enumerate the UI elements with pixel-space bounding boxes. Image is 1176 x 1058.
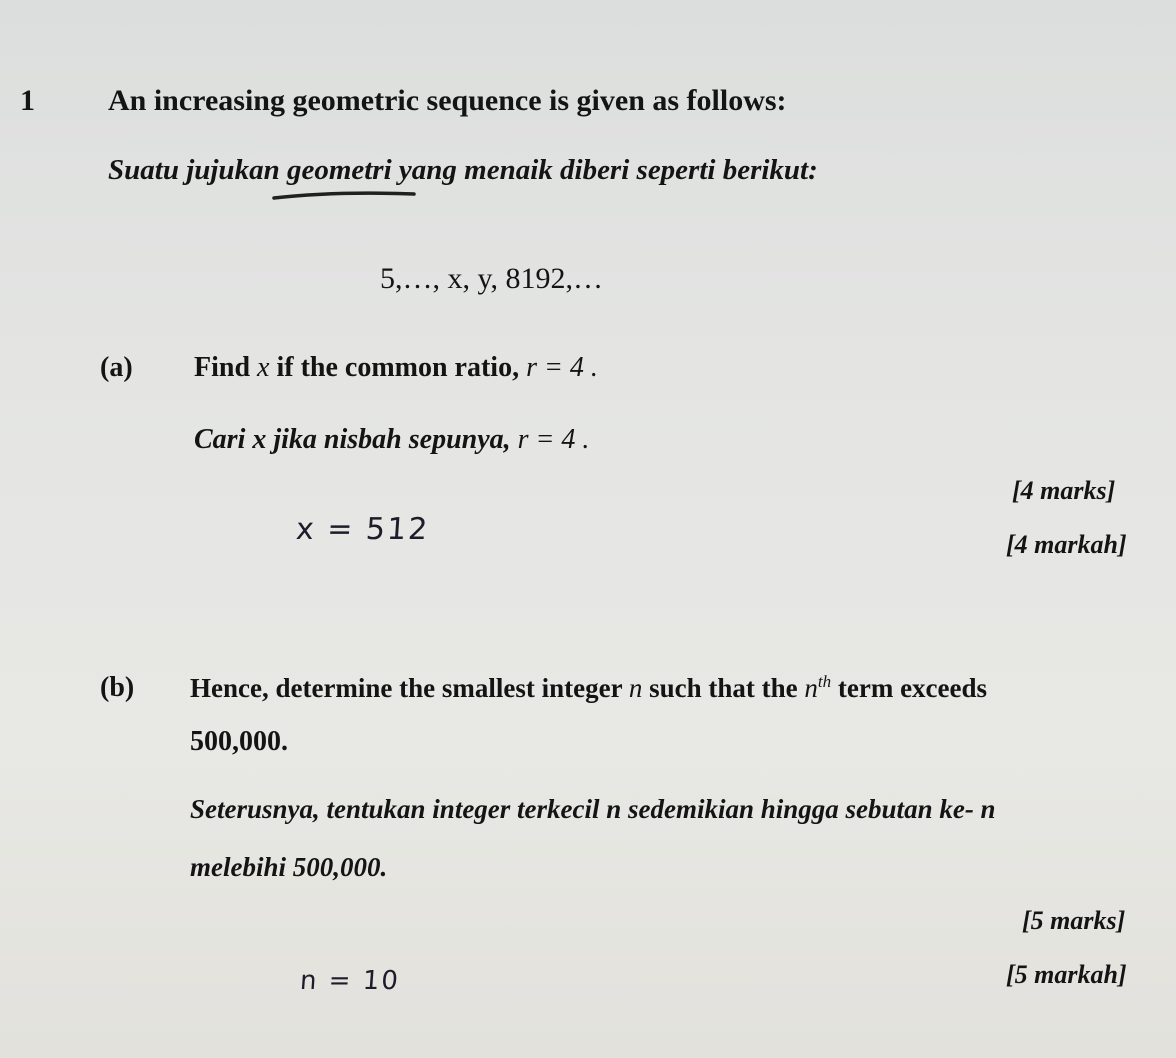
part-a-question-en <box>194 352 598 384</box>
part-b-var: n <box>628 673 643 703</box>
question-intro-en: An increasing geometric sequence is given as follows: <box>108 84 787 117</box>
part-b-suffix: term exceeds <box>837 673 988 703</box>
part-a-ms-var: x <box>252 424 267 455</box>
part-b-prefix: Hence, determine the smallest integer <box>190 673 623 703</box>
part-a-ms-eq: r = 4 . <box>517 424 590 455</box>
part-a-var: x <box>257 352 270 383</box>
part-a-question-ms <box>194 424 589 456</box>
part-b-nth <box>804 673 831 703</box>
sequence: 5,…, x, y, 8192,… <box>380 262 604 295</box>
part-b-label: (b) <box>100 672 135 703</box>
question-number: 1 <box>20 84 35 117</box>
part-b-marks-en: [5 marks] <box>1022 906 1126 935</box>
question-intro-ms: Suatu jujukan geometri yang menaik diberi seperti berikut: <box>108 154 818 186</box>
part-a-marks-en: [4 marks] <box>1012 476 1116 505</box>
part-b-question-line1 <box>190 672 987 704</box>
handwritten-underline <box>270 186 420 206</box>
part-b-marks-ms: [5 markah] <box>1006 960 1127 989</box>
part-b-question-ms-line1: Seterusnya, tentukan integer terkecil n sedemikian hingga sebutan ke- n <box>190 794 996 824</box>
part-a-handwritten-answer: x = 512 <box>294 512 431 547</box>
part-a-eq: r = 4 . <box>526 352 598 383</box>
part-b-handwritten-answer: n = 10 <box>298 966 401 996</box>
part-a-text-prefix: Find <box>194 352 251 383</box>
part-b-mid: such that the <box>649 673 798 703</box>
part-a-text-suffix: if the common ratio, <box>276 352 520 383</box>
part-a-ms-suffix: jika nisbah sepunya, <box>273 424 511 455</box>
part-a-marks-ms: [4 markah] <box>1006 530 1127 559</box>
part-b-question-line2: 500,000. <box>190 726 288 757</box>
part-a-label: (a) <box>100 352 133 383</box>
part-b-nth-sup: th <box>817 672 832 691</box>
part-b-nth-base: n <box>804 673 818 703</box>
part-b-question-ms-line2: melebihi 500,000. <box>190 852 388 882</box>
part-a-ms-prefix: Cari <box>194 424 246 455</box>
